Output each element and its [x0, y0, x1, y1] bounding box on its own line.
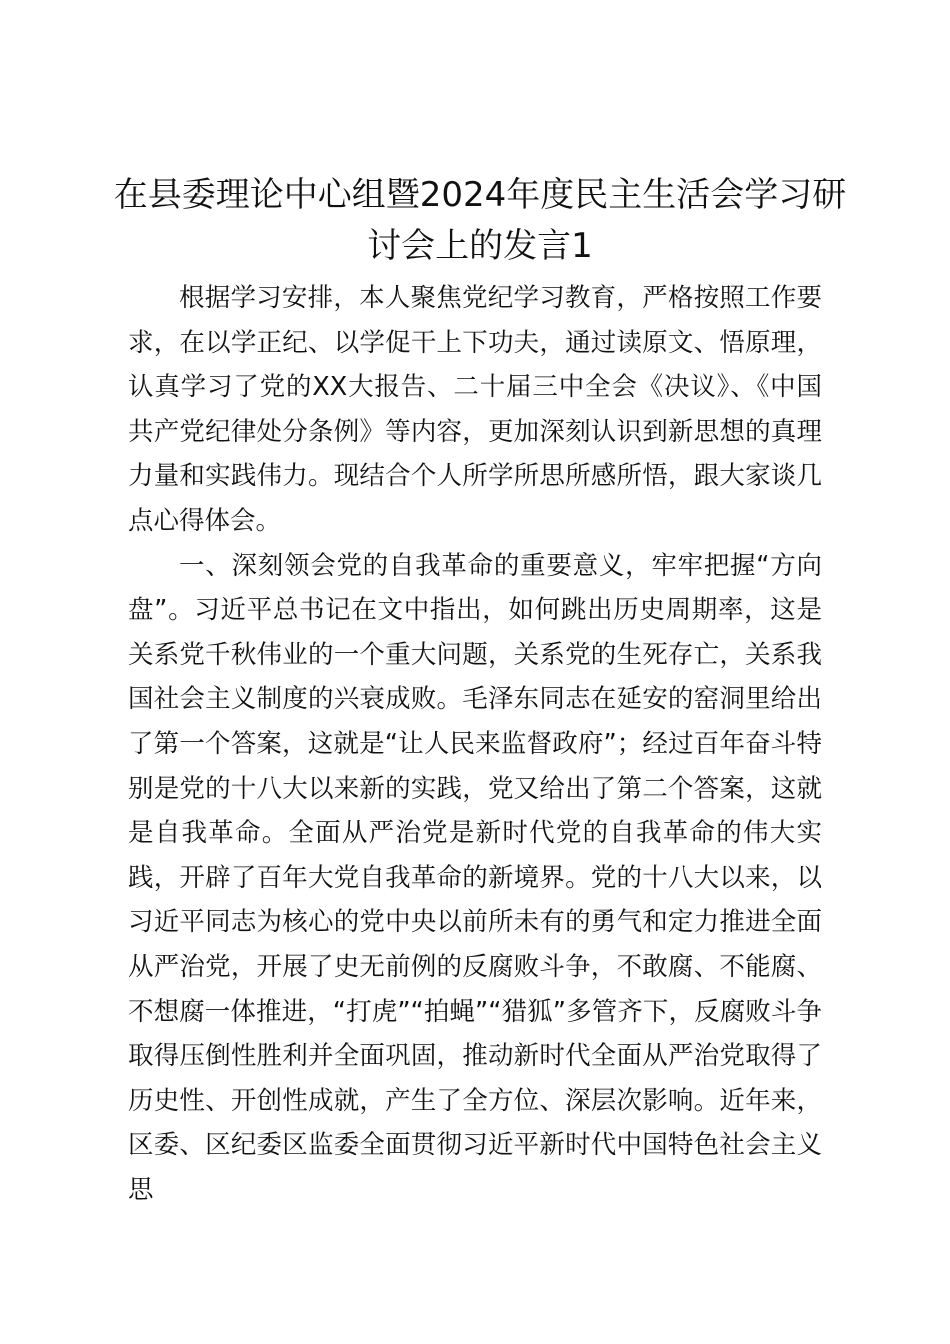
document-body	[128, 276, 822, 1212]
document-title: 在县委理论中心组暨2024年度民主生活会学习研讨会上的发言1	[113, 175, 847, 266]
paragraph-intro: 根据学习安排，本人聚焦党纪学习教育，严格按照工作要求，在以学正纪、以学促干上下功夫，通过读原文、悟原理，认真学习了党的XX大报告、二十届三中全会《决议》、《中国共产党纪律处分条例》等内容，更加深刻认识到新思想的真理力量和实践伟力。现结合个人所学所思所感所悟，跟大家谈几点心得体会。	[128, 283, 822, 536]
paragraph-section-one: 一、深刻领会党的自我革命的重要意义，牢牢把握“方向盘”。习近平总书记在文中指出，如何跳出历史周期率，这是关系党千秋伟业的一个重大问题，关系党的生死存亡，关系我国社会主义制度的兴衰成败。毛泽东同志在延安的窑洞里给出了第一个答案，这就是“让人民来监督政府”；经过百年奋斗特别是党的十八大以来新的实践，党又给出了第二个答案，这就是自我革命。全面从严治党是新时代党的自我革命的伟大实践，开辟了百年大党自我革命的新境界。党的十八大以来，以习近平同志为核心的党中央以前所未有的勇气和定力推进全面从严治党，开展了史无前例的反腐败斗争，不敢腐、不能腐、不想腐一体推进，“打虎”“拍蝇”“猎狐”多管齐下，反腐败斗争取得压倒性胜利并全面巩固，推动新时代全面从严治党取得了历史性、开创性成就，产生了全方位、深层次影响。近年来，区委、区纪委区监委全面贯彻习近平新时代中国特色社会主义思	[128, 550, 823, 1205]
